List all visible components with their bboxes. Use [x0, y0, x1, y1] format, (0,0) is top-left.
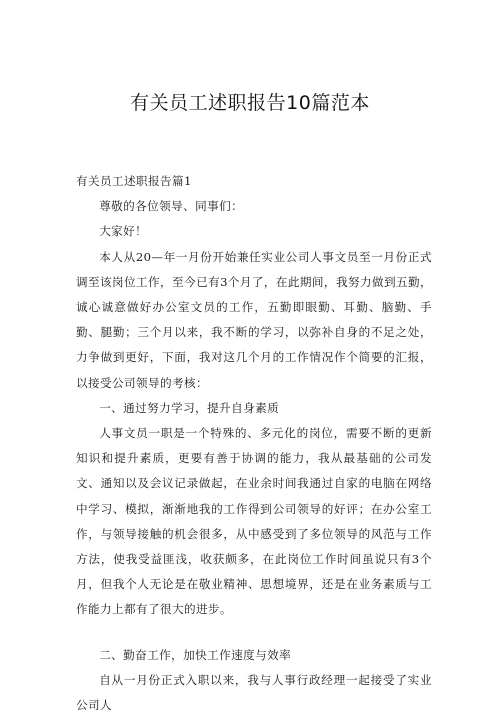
greeting: 大家好！: [99, 224, 148, 239]
section-1-paragraph: 人事文员一职是一个特殊的、多元化的岗位，需要不断的更新知识和提升素质，更要有善于协调的能力，我从最基础的公司发文、通知以及会议记录做起，在业余时间我通过自家的电脑在网络中学习、模拟，渐渐地我的工作得到公司领导的好评；在办公室工作，与领导接触的机会很多，从中感受到了多位领导的风范与工作方法，使我受益匪浅，收获颇多，在此岗位工作时间虽说只有3个月，但我个人无论是在敬业精神、思想境界，还是在业务素质与工作能力上都有了很大的进步。: [76, 426, 432, 617]
section-heading-2: 二、勤奋工作，加快工作速度与效率: [99, 647, 292, 662]
document-body: [76, 169, 432, 718]
section-heading-1: 一、通过努力学习，提升自身素质: [99, 400, 280, 415]
intro-paragraph: 本人从20—年一月份开始兼任实业公司人事文员至一月份正式调至该岗位工作，至今已有3个月了，在此期间，我努力做到五勤，诚心诚意做好办公室文员的工作，五勤即眼勤、耳勤、脑勤、手勤、腿勤；三个月以来，我不断的学习，以弥补自身的不足之处，力争做到更好，下面，我对这几个月的工作情况作个简要的汇报，以接受公司领导的考核：: [76, 249, 432, 390]
salutation: 尊敬的各位领导、同事们：: [99, 199, 244, 214]
section-2-paragraph: 自从一月份正式入职以来，我与人事行政经理一起接受了实业公司人: [76, 672, 432, 713]
section-subtitle: 有关员工述职报告篇1: [76, 174, 192, 188]
document-title: 有关员工述职报告10篇范本: [130, 92, 370, 114]
